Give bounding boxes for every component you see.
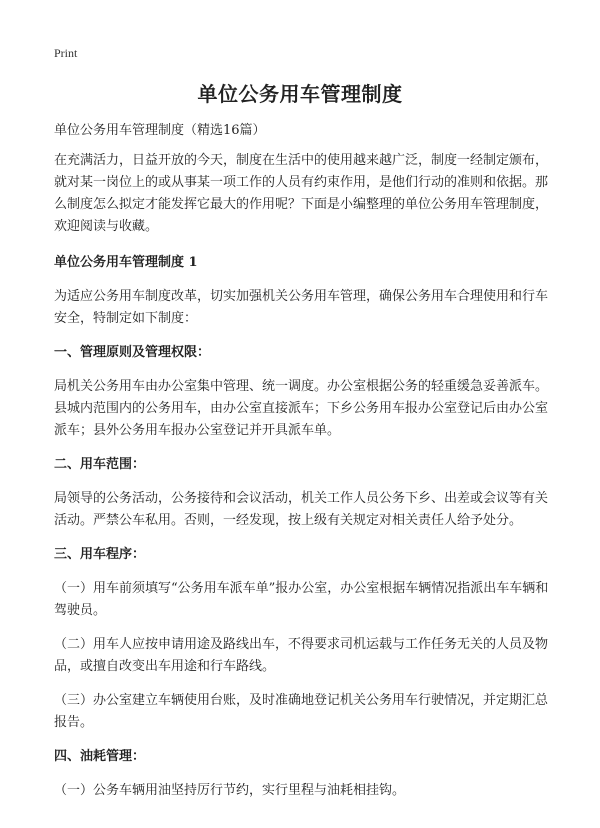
heading-management-principles: 一、管理原则及管理权限： — [54, 345, 211, 360]
document-subtitle: 单位公务用车管理制度（精选16篇） — [54, 123, 266, 138]
heading-usage-scope: 二、用车范围： — [54, 457, 146, 472]
document-body — [54, 120, 550, 814]
paragraph-management-principles: 局机关公务用车由办公室集中管理、统一调度。办公室根据公务的轻重缓急妥善派车。县城内范围内的公务用车，由办公室直接派车；下乡公务用车报办公室登记后由办公室派车；县外公务用车报办公室登记并开具派车单。 — [54, 379, 549, 438]
section-heading: 单位公务用车管理制度 1 — [54, 255, 198, 270]
document-title: 单位公务用车管理制度 — [197, 82, 403, 106]
section-intro-paragraph: 为适应公务用车制度改革，切实加强机关公务用车管理，确保公务用车合理使用和行车安全，特制定如下制度： — [54, 289, 549, 326]
paragraph-procedure-2: （二）用车人应按申请用途及路线出车，不得要求司机运载与工作任务无关的人员及物品，或擅自改变出车用途和行车路线。 — [54, 637, 549, 674]
heading-fuel-management: 四、油耗管理： — [54, 749, 146, 764]
heading-usage-procedure: 三、用车程序： — [54, 547, 146, 562]
paragraph-procedure-3: （三）办公室建立车辆使用台账，及时准确地登记机关公务用车行驶情况，并定期汇总报告。 — [54, 693, 549, 730]
print-link[interactable]: Print — [54, 46, 78, 60]
paragraph-procedure-1: （一）用车前须填写“公务用车派车单”报办公室，办公室根据车辆情况指派出车车辆和驾驶员。 — [54, 581, 549, 618]
paragraph-usage-scope: 局领导的公务活动，公务接待和会议活动，机关工作人员公务下乡、出差或会议等有关活动。严禁公车私用。否则，一经发现，按上级有关规定对相关责任人给予处分。 — [54, 491, 549, 528]
paragraph-fuel-1: （一）公务车辆用油坚持厉行节约，实行里程与油耗相挂钩。 — [54, 783, 406, 798]
intro-paragraph: 在充满活力，日益开放的今天，制度在生活中的使用越来越广泛，制度一经制定颁布，就对某一岗位上的或从事某一项工作的人员有约束作用，是他们行动的准则和依据。那么制度怎么拟定才能发挥它最大的作用呢？下面是小编整理的单位公务用车管理制度，欢迎阅读与收藏。 — [54, 153, 549, 234]
